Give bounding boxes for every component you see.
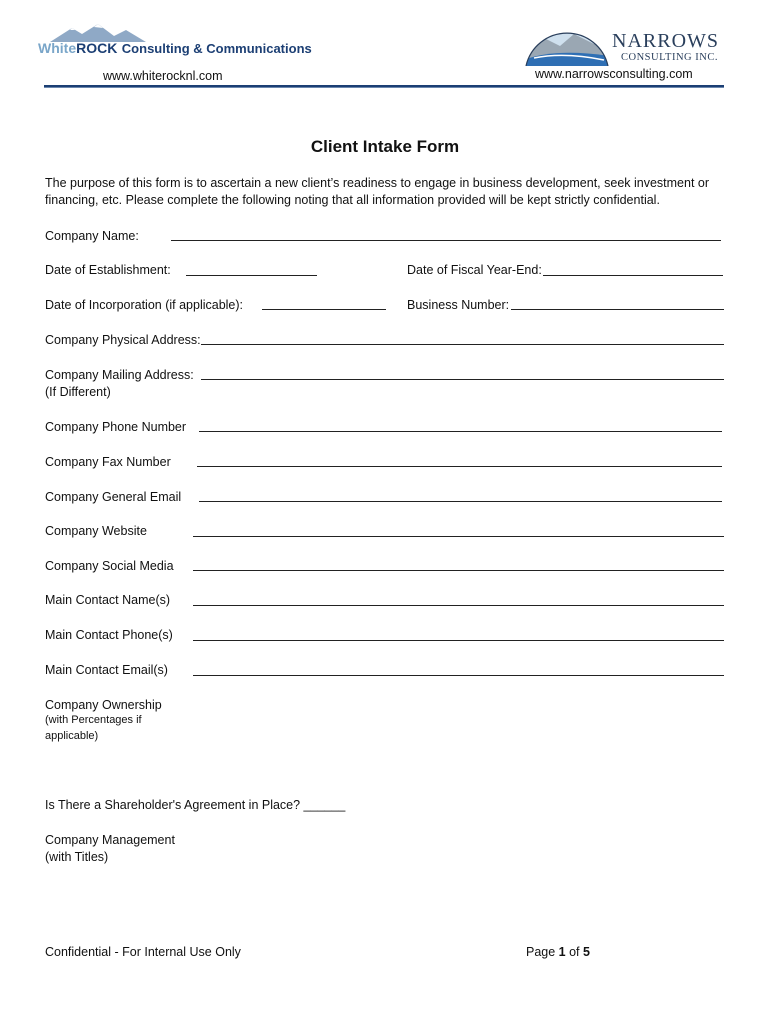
website-input[interactable] (193, 536, 724, 537)
form-title: Client Intake Form (310, 137, 460, 156)
shareholder-agreement-question: Is There a Shareholder's Agreement in Place? ______ (45, 798, 346, 812)
whiterock-white-text: White (38, 40, 77, 56)
company-name-label: Company Name: (45, 229, 139, 243)
date-establishment-label: Date of Establishment: (45, 263, 171, 277)
narrows-landscape-icon (524, 20, 610, 66)
date-fiscal-year-end-input[interactable] (543, 275, 723, 276)
fax-label: Company Fax Number (45, 455, 171, 469)
physical-address-label: Company Physical Address: (45, 333, 201, 347)
business-number-label: Business Number: (407, 298, 510, 312)
page-total: 5 (583, 945, 590, 959)
management-input-area[interactable] (193, 830, 724, 920)
website-label: Company Website (45, 524, 147, 538)
whiterock-tagline: Consulting & Communications (121, 41, 312, 56)
footer-confidential: Confidential - For Internal Use Only (45, 945, 241, 959)
social-media-label: Company Social Media (45, 559, 174, 573)
contact-names-input[interactable] (193, 605, 724, 606)
whiterock-rock-text: ROCK (76, 40, 118, 56)
ownership-note-1: (with Percentages if (45, 714, 142, 726)
social-media-input[interactable] (193, 570, 724, 571)
email-input[interactable] (199, 501, 722, 502)
page-current: 1 (558, 945, 566, 959)
mailing-address-input[interactable] (201, 379, 724, 380)
date-establishment-input[interactable] (186, 275, 317, 276)
fax-input[interactable] (197, 466, 722, 467)
date-incorporation-input[interactable] (262, 309, 386, 310)
mailing-address-label: Company Mailing Address: (45, 368, 194, 382)
contact-phones-label: Main Contact Phone(s) (45, 628, 173, 642)
narrows-logo (524, 20, 724, 68)
email-label: Company General Email (45, 490, 182, 504)
narrows-sub: CONSULTING INC. (621, 52, 718, 63)
page-of: of (565, 945, 583, 959)
header-rule (44, 85, 724, 88)
contact-emails-label: Main Contact Email(s) (45, 663, 168, 677)
contact-phones-input[interactable] (193, 640, 724, 641)
contact-names-label: Main Contact Name(s) (45, 593, 171, 607)
narrows-url: www.narrowsconsulting.com (535, 67, 693, 81)
company-name-input[interactable] (171, 240, 721, 241)
business-number-input[interactable] (511, 309, 724, 310)
date-fiscal-year-end-label: Date of Fiscal Year-End: (407, 263, 542, 277)
form-intro: The purpose of this form is to ascertain a new client’s readiness to engage in business development, seek investment or financing, etc. Please complete the following noting that all information provided will be kept strictly confidential. (45, 176, 710, 207)
shareholder-agreement-input[interactable] (304, 797, 348, 813)
page-prefix: Page (526, 945, 559, 959)
management-note: (with Titles) (45, 850, 109, 864)
management-label: Company Management (45, 833, 175, 847)
ownership-label: Company Ownership (45, 698, 162, 712)
physical-address-input[interactable] (201, 344, 724, 345)
footer-page-number (526, 944, 590, 960)
narrows-name: NARROWS (612, 30, 720, 52)
ownership-note-2: applicable) (45, 730, 99, 742)
phone-label: Company Phone Number (45, 420, 187, 434)
ownership-input-area[interactable] (193, 695, 724, 785)
whiterock-logo (38, 22, 312, 62)
whiterock-url: www.whiterocknl.com (103, 69, 223, 83)
date-incorporation-label: Date of Incorporation (if applicable): (45, 298, 244, 312)
contact-emails-input[interactable] (193, 675, 724, 676)
mountain-icon (50, 22, 160, 42)
mailing-address-note: (If Different) (45, 385, 111, 399)
phone-input[interactable] (199, 431, 722, 432)
